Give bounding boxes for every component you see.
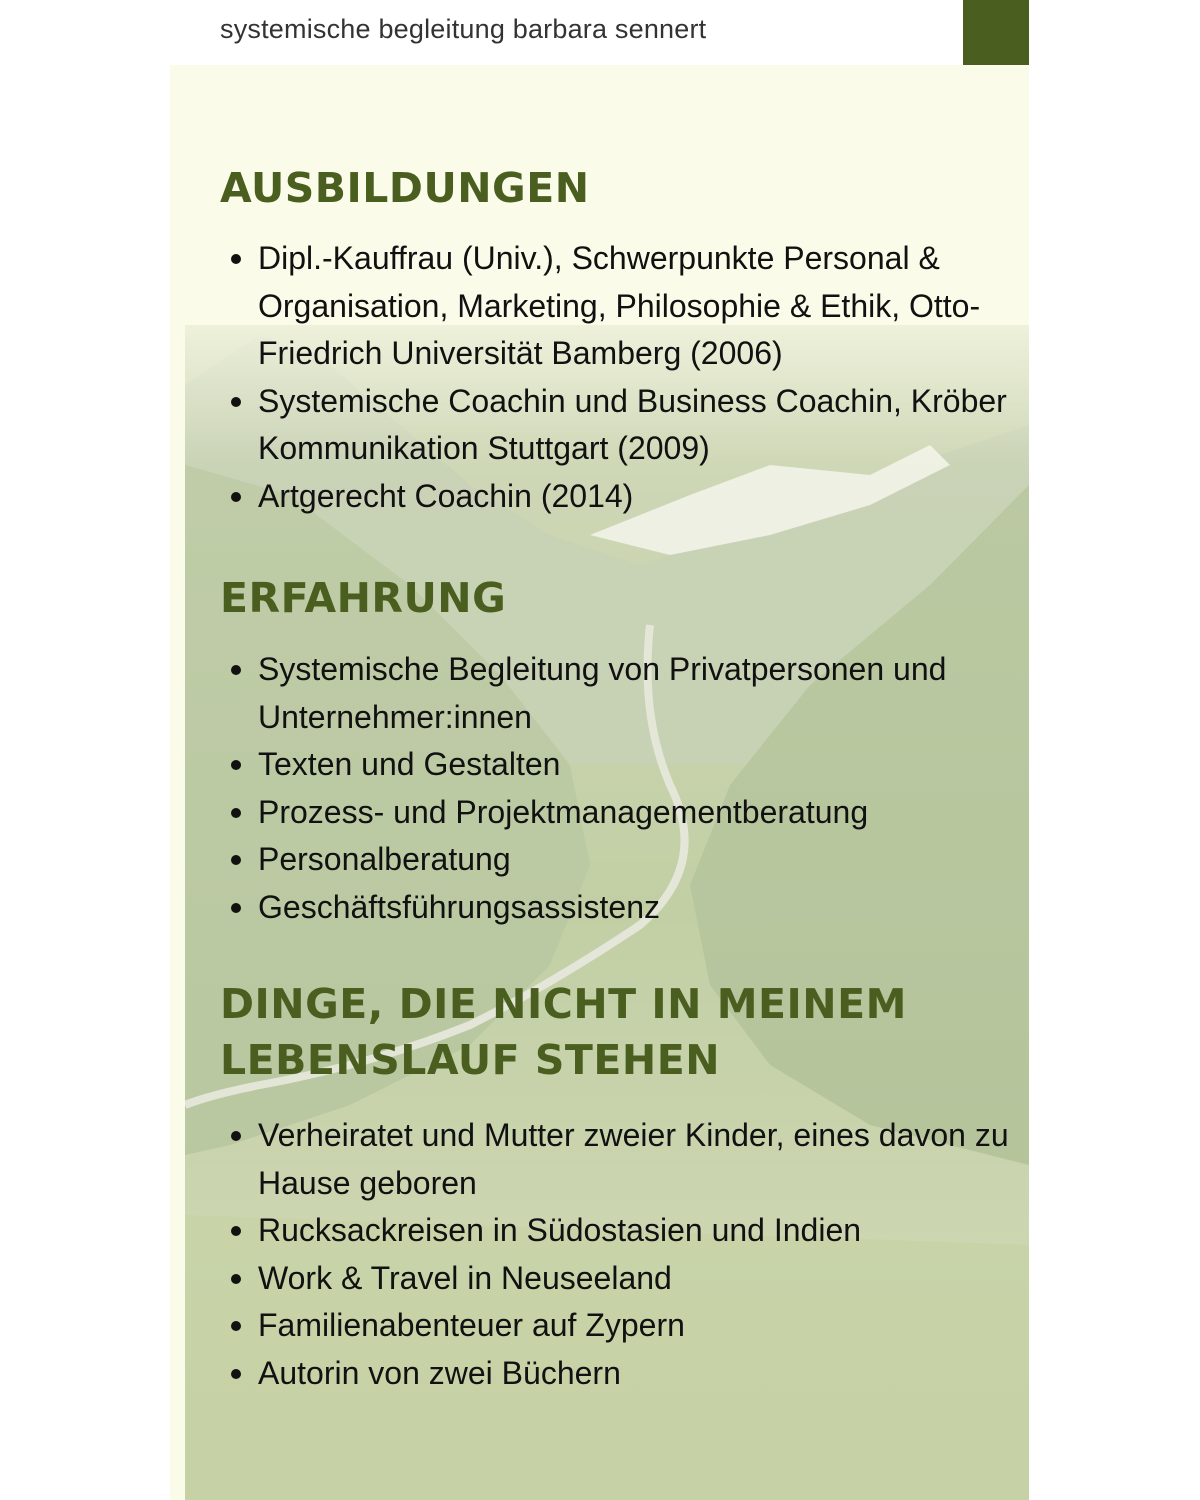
- bullet-dot: [231, 397, 241, 407]
- list-item-text: Artgerecht Coachin (2014): [258, 477, 634, 514]
- section-ausbildungen: [220, 160, 1020, 520]
- bullet-dot: [231, 855, 241, 865]
- list-item-text: Familienabenteuer auf Zypern: [258, 1307, 685, 1343]
- list-item-text: Dipl.-Kauffrau (Univ.), Schwerpunkte Personal & Organisation, Marketing, Philosophie & Ethik, Otto-Friedrich Universität Bamberg (2006): [258, 240, 981, 371]
- list-item: [220, 836, 1020, 884]
- list-item-text: Geschäftsführungsassistenz: [258, 888, 660, 925]
- section-heading: ERFAHRUNG: [220, 574, 507, 622]
- site-title[interactable]: systemische begleitung barbara sennert: [220, 14, 707, 44]
- bullet-list: [220, 1112, 1020, 1397]
- bullet-list: [220, 235, 1020, 520]
- list-item: [220, 1255, 1020, 1303]
- list-item: [220, 884, 1020, 932]
- section-heading: AUSBILDUNGEN: [220, 164, 590, 212]
- content-panel: [170, 65, 1029, 1500]
- list-item-text: Prozess- und Projektmanagementberatung: [258, 793, 869, 830]
- list-item-text: Systemische Begleitung von Privatpersonen und Unternehmer:innen: [258, 651, 947, 735]
- bullet-dot: [231, 254, 241, 264]
- bullet-dot: [231, 1131, 241, 1141]
- bullet-dot: [231, 665, 241, 675]
- list-item: [220, 1302, 1020, 1350]
- list-item-text: Autorin von zwei Büchern: [258, 1354, 621, 1391]
- list-item: [220, 235, 1020, 378]
- section-heading: DINGE, DIE NICHT IN MEINEM LEBENSLAUF STEHEN: [220, 980, 907, 1084]
- content-column: [220, 160, 1020, 1397]
- list-item: [220, 473, 1020, 521]
- list-item-text: Work & Travel in Neuseeland: [258, 1259, 672, 1296]
- list-item: [220, 1112, 1020, 1207]
- list-item-text: Personalberatung: [258, 841, 511, 877]
- left-margin-strip: [170, 65, 185, 1500]
- bullet-dot: [231, 903, 241, 913]
- bullet-dot: [231, 1274, 241, 1284]
- list-item-text: Rucksackreisen in Südostasien und Indien: [258, 1212, 862, 1248]
- bullet-dot: [231, 808, 241, 818]
- list-item-text: Texten und Gestalten: [258, 746, 561, 782]
- list-item: [220, 378, 1020, 473]
- bullet-dot: [231, 760, 241, 770]
- list-item: [220, 646, 1020, 741]
- list-item: [220, 741, 1020, 789]
- bullet-dot: [231, 1369, 241, 1379]
- bullet-dot: [231, 1321, 241, 1331]
- list-item-text: Systemische Coachin und Business Coachin, Kröber Kommunikation Stuttgart (2009): [258, 382, 1007, 466]
- bullet-dot: [231, 1226, 241, 1236]
- list-item: [220, 1350, 1020, 1398]
- section-erfahrung: [220, 570, 1020, 931]
- bullet-list: [220, 646, 1020, 931]
- section-dinge: [220, 976, 1020, 1397]
- bullet-dot: [231, 492, 241, 502]
- list-item: [220, 789, 1020, 837]
- menu-accent-block[interactable]: [963, 0, 1029, 65]
- list-item-text: Verheiratet und Mutter zweier Kinder, eines davon zu Hause geboren: [258, 1117, 1009, 1201]
- list-item: [220, 1207, 1020, 1255]
